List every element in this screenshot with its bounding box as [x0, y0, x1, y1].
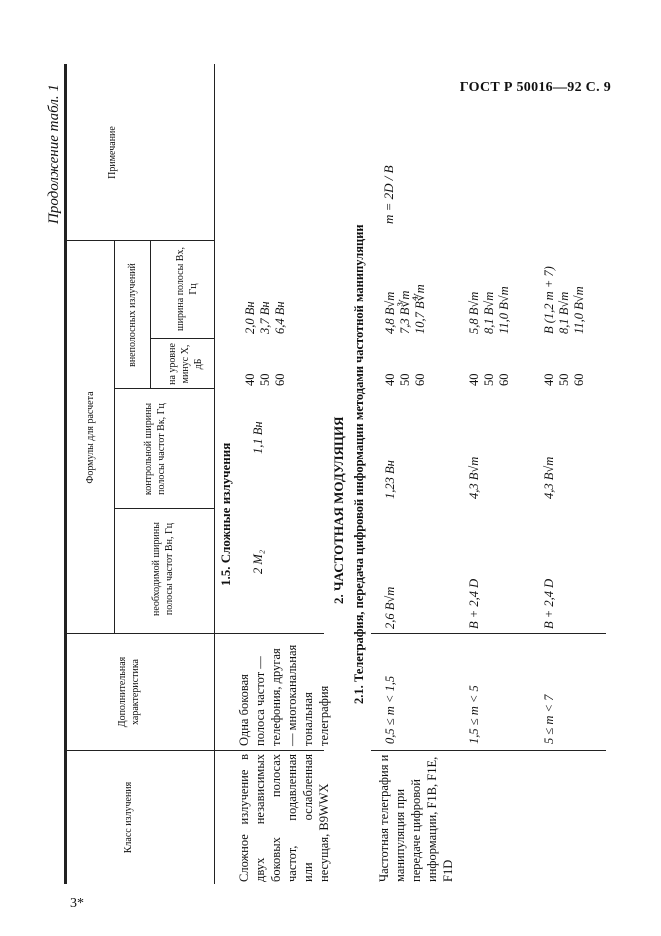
- complex-emission-extra: Одна боковая полоса частот — телефония, другая — многоканальная тональная телеграфия: [237, 644, 331, 746]
- width-value: 7,3 B∛m: [398, 290, 412, 334]
- col-level-header: на уровне минус X, дБ: [167, 343, 204, 385]
- body-divider: [214, 750, 324, 751]
- condition-cell: 1,5 ≤ m < 5: [467, 685, 481, 744]
- fm-note: m = 2D / B: [381, 165, 396, 224]
- col-necessary-header: необходимой ширины полосы частот Bн, Гц: [151, 522, 175, 616]
- control-cell: 1,23 Bн: [383, 460, 397, 499]
- complex-necessary: 2 M₂: [251, 549, 265, 574]
- continuation-label: Продолжение табл. 1: [46, 84, 62, 224]
- width-value: 2,0 Bн: [243, 301, 257, 334]
- level-value: 60: [273, 373, 287, 386]
- level-value: 60: [413, 373, 427, 386]
- col-outofband-header: внеполосных излучений: [127, 263, 138, 367]
- header-top-rule: [64, 64, 67, 884]
- body-divider: [371, 633, 606, 634]
- page-header: ГОСТ Р 50016—92 С. 9: [459, 80, 611, 95]
- complex-emission-class: Сложное излучение в двух независимых боковых полосах частот, подавленная или ослабленная несущая, B9WWX: [237, 754, 331, 882]
- width-value: B (1,2 m + 7): [542, 266, 556, 334]
- section-1-5-title: 1.5. Сложные излучения: [218, 442, 233, 586]
- width-value: 8,1 B√m: [557, 291, 571, 334]
- control-cell: 4,3 B√m: [467, 456, 481, 499]
- fm-telegraphy-class: Частотная телеграфия и манипуляция при передаче цифровой информации, F1B, F1E, F1D: [377, 754, 455, 882]
- header-divider: [114, 508, 214, 509]
- section-2-title: 2. ЧАСТОТНАЯ МОДУЛЯЦИЯ: [331, 416, 346, 604]
- level-value: 50: [258, 373, 272, 386]
- width-value: 5,8 B√m: [467, 291, 481, 334]
- level-value: 60: [572, 373, 586, 386]
- level-value: 40: [243, 373, 257, 386]
- level-value: 50: [557, 373, 571, 386]
- level-value: 40: [467, 373, 481, 386]
- width-value: 3,7 Bн: [258, 301, 272, 334]
- rotated-table: [46, 64, 606, 884]
- condition-cell: 0,5 ≤ m < 1,5: [383, 675, 397, 744]
- section-2-1-subtitle: 2.1. Телеграфия, передача цифровой информации методами частотной манипуляции: [352, 224, 366, 704]
- width-value: 4,8 B√m: [383, 291, 397, 334]
- control-cell: 4,3 B√m: [542, 456, 556, 499]
- level-value: 50: [482, 373, 496, 386]
- necessary-cell: 2,6 B√m: [383, 586, 397, 629]
- col-extra-header: Дополнительная характеристика: [117, 656, 141, 728]
- width-value: 8,1 B√m: [482, 291, 496, 334]
- col-note-header: Примечание: [107, 126, 118, 179]
- level-value: 60: [497, 373, 511, 386]
- condition-cell: 5 ≤ m < 7: [542, 694, 556, 744]
- width-value: 10,7 B∜m: [413, 284, 427, 334]
- level-value: 40: [542, 373, 556, 386]
- complex-control: 1,1 Bн: [251, 421, 265, 454]
- level-value: 50: [398, 373, 412, 386]
- width-value: 11,0 B√m: [572, 286, 586, 334]
- necessary-cell: B + 2,4 D: [542, 578, 556, 629]
- header-divider: [64, 750, 214, 751]
- page-number: 3*: [70, 896, 84, 911]
- necessary-cell: B + 2,4 D: [467, 578, 481, 629]
- width-value: 11,0 B√m: [497, 286, 511, 334]
- header-bottom-rule: [214, 64, 215, 884]
- outofband-rule: [150, 241, 151, 389]
- width-value: 6,4 Bн: [273, 301, 287, 334]
- body-divider: [214, 633, 324, 634]
- level-value: 40: [383, 373, 397, 386]
- col-width-header: ширина полосы Bx, Гц: [175, 247, 199, 331]
- col-class-header: Класс излучения: [123, 781, 134, 854]
- col-formulas-header: Формулы для расчета: [85, 391, 96, 484]
- body-divider: [371, 750, 606, 751]
- formulas-rule: [114, 241, 115, 634]
- header-divider: [150, 338, 214, 339]
- col-control-header: контрольной ширины полосы частот Bк, Гц: [143, 402, 167, 496]
